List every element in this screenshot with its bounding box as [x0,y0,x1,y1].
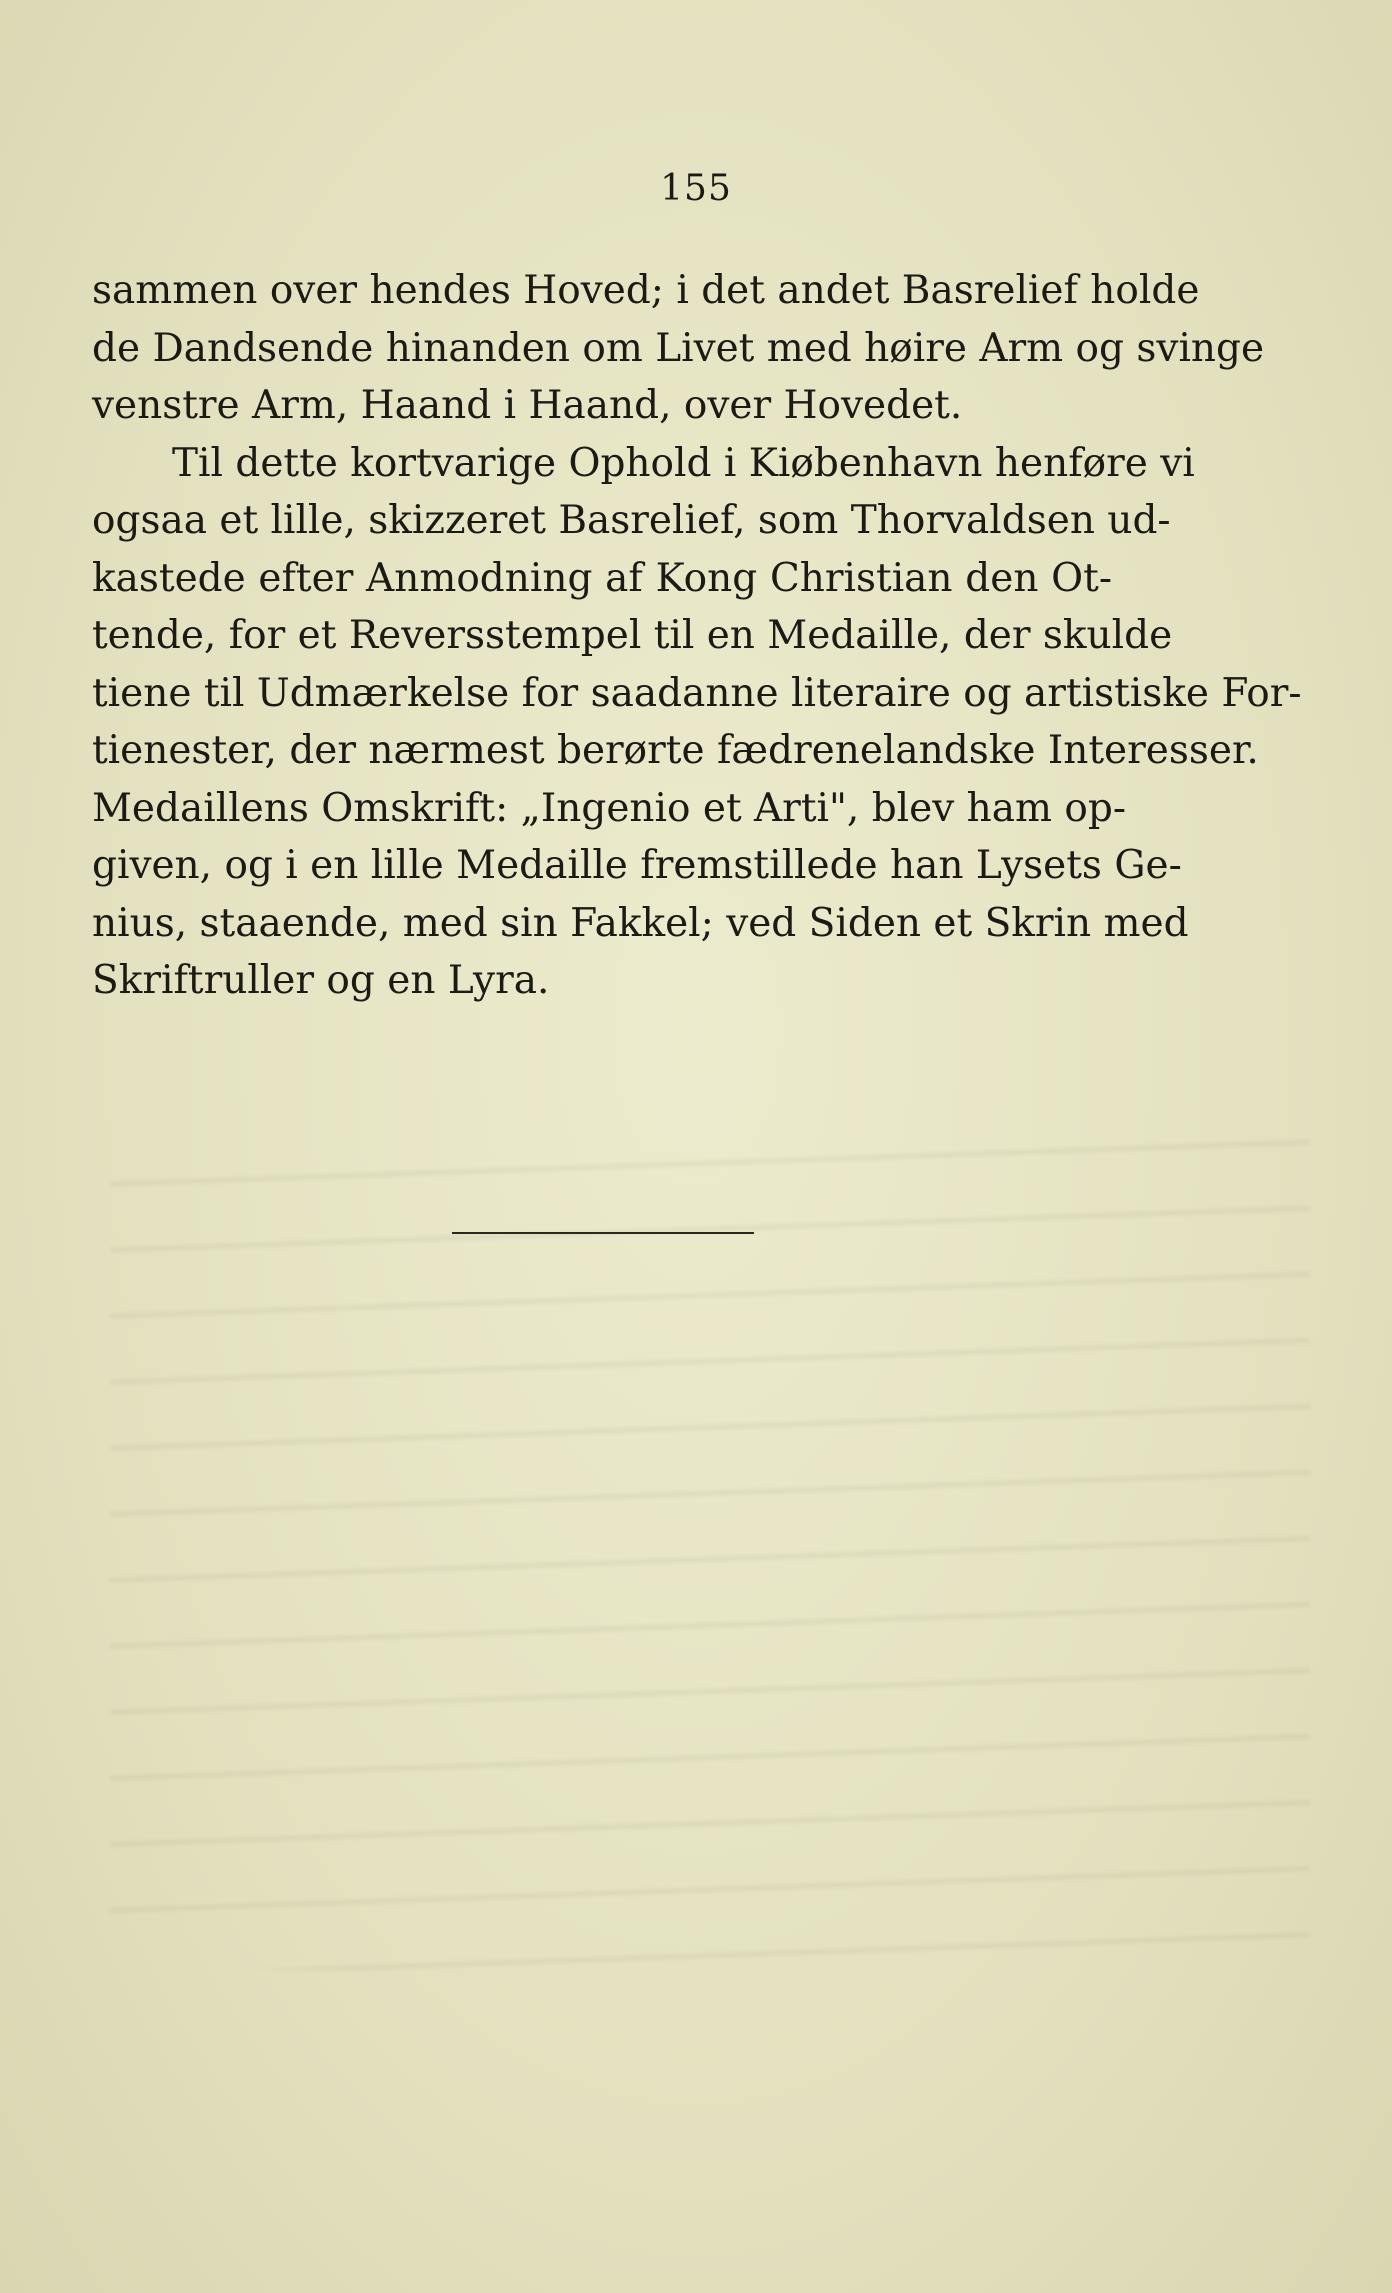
text-line: Skriftruller og en Lyra. [92,958,550,1003]
text-line: kastede efter Anmodning af Kong Christian den Ot- [92,555,1112,601]
text-line: tienester, der nærmest berørte fædrenelandske Interesser. [92,728,1259,773]
section-divider [452,1232,754,1234]
text-line: tende, for et Reversstempel til en Medaille, der skulde [92,613,1173,658]
text-line: Til dette kortvarige Ophold i Kiøbenhavn henføre vi [172,440,1195,486]
page-number: 155 [660,168,732,209]
text-line: Medaillens Omskrift: „Ingenio et Arti", blev ham op- [92,785,1127,831]
text-line: given, og i en lille Medaille fremstillede han Lysets Ge- [92,843,1182,888]
body-text [92,262,1302,1010]
text-line: ogsaa et lille, skizzeret Basrelief, som Thorvaldsen ud- [92,498,1171,543]
show-through-texture [110,1120,1310,1970]
text-line: venstre Arm, Haand i Haand, over Hovedet. [92,383,963,428]
text-line: nius, staaende, med sin Fakkel; ved Siden et Skrin med [92,900,1189,946]
text-line: de Dandsende hinanden om Livet med høire Arm og svinge [92,325,1265,371]
text-line: tiene til Udmærkelse for saadanne literaire og artistiske For- [92,670,1302,716]
text-line: sammen over hendes Hoved; i det andet Basrelief holde [92,268,1200,313]
